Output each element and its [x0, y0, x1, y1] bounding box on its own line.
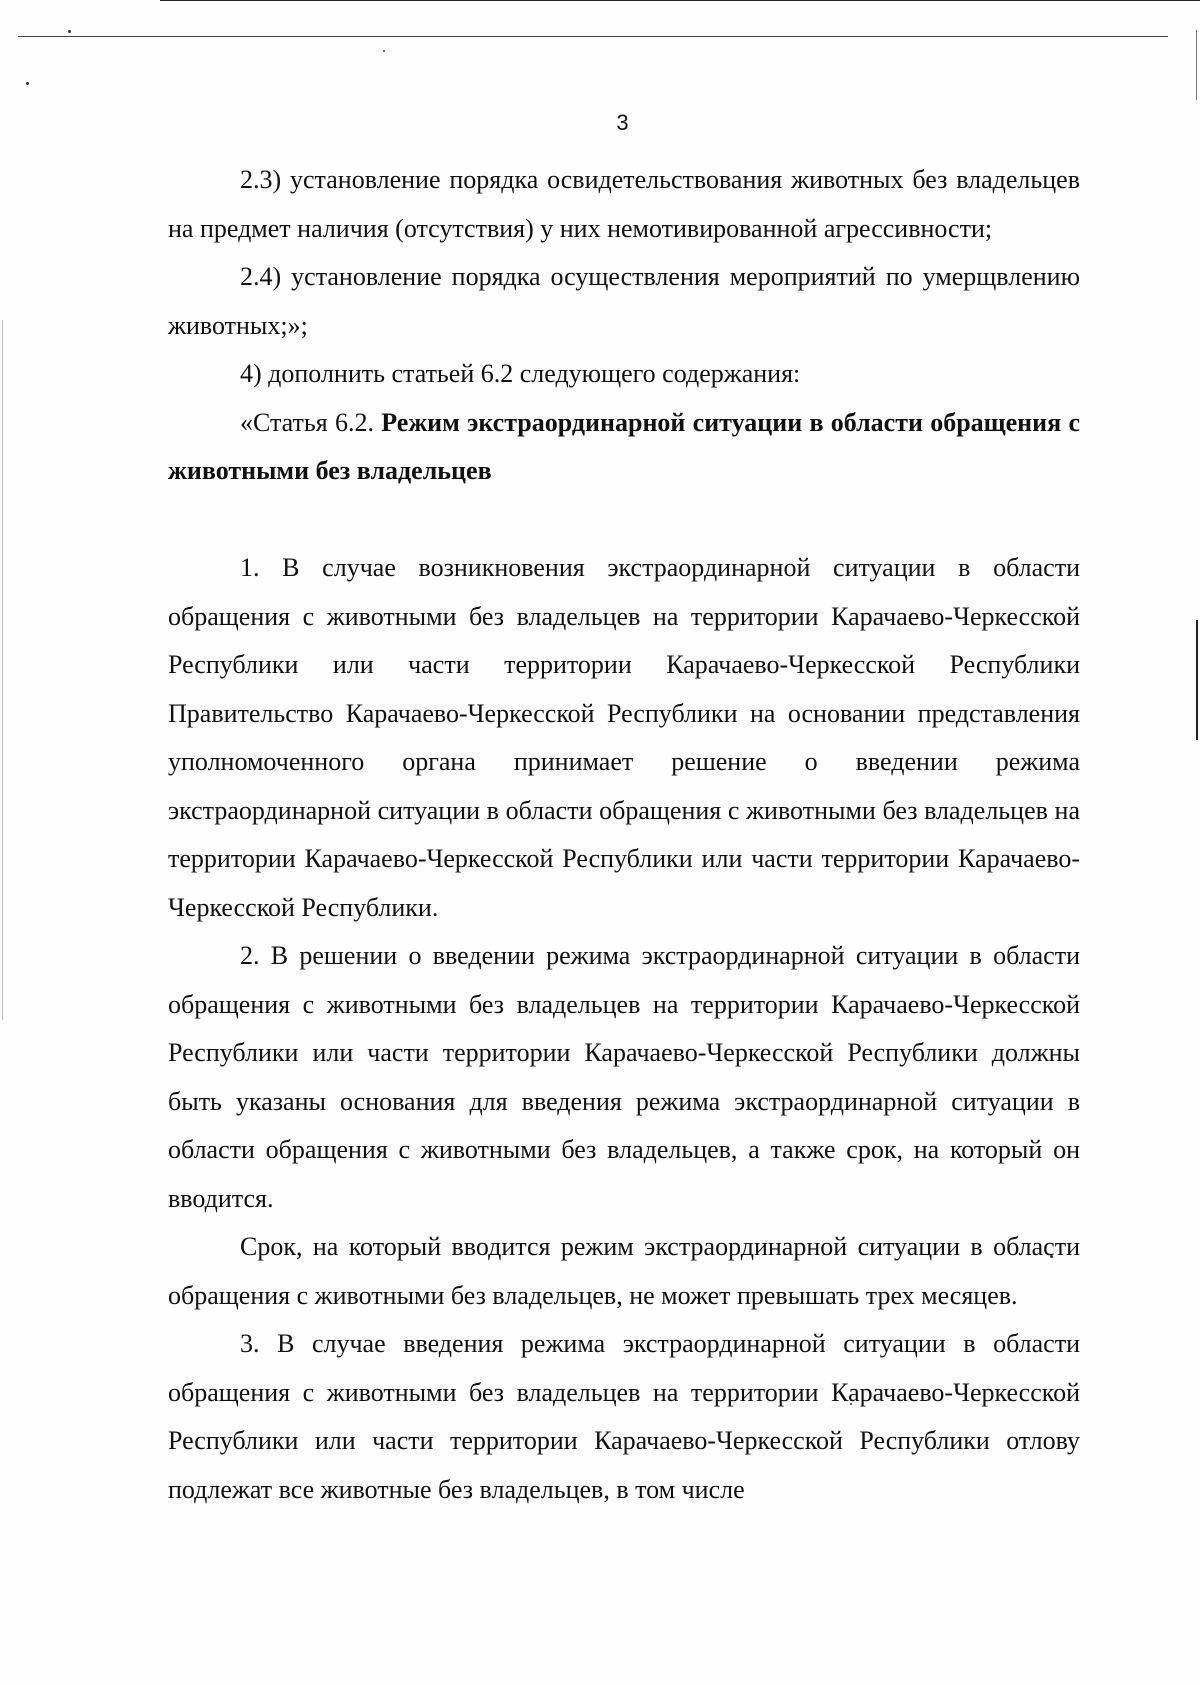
document-body — [168, 156, 1080, 1514]
paragraph: 2. В решении о введении режима экстраординарной ситуации в области обращения с животными без владельцев на территории Карачаево-Черкесской Республики или части территории Карачаево-Черкесской Республики должны быть указаны основания для введения режима экстраординарной ситуации в области обращения с животными без владельцев, а также срок, на который он вводится. — [168, 941, 1080, 1213]
spacer — [168, 496, 1080, 545]
paragraph: 2.3) установление порядка освидетельствования животных без владельцев на предмет наличия (отсутствия) у них немотивированной агрессивности; — [168, 165, 1080, 243]
article-title: Режим экстраординарной ситуации в области обращения с животными без владельцев — [168, 407, 1080, 485]
paragraph: Срок, на который вводится режим экстраординарной ситуации в области обращения с животными без владельцев, не может превышать трех месяцев. — [168, 1232, 1080, 1310]
scan-rule-top — [18, 36, 1168, 37]
article-heading — [168, 399, 1080, 496]
scan-border-right-top — [1196, 30, 1197, 100]
paragraph: 3. В случае введения режима экстраординарной ситуации в области обращения с животными без владельцев на территории Карачаево-Черкесской Республики или части территории Карачаево-Черкесской Республики отлову подлежат все животные без владельцев, в том числе — [168, 1329, 1080, 1504]
paragraph: 2.4) установление порядка осуществления мероприятий по умерщвлению животных;»; — [168, 262, 1080, 340]
scan-border-left — [2, 320, 3, 1020]
paragraph: 4) дополнить статьей 6.2 следующего содержания: — [240, 359, 801, 388]
scan-dot — [383, 50, 385, 52]
paragraph: 1. В случае возникновения экстраординарной ситуации в области обращения с животными без владельцев на территории Карачаево-Черкесской Республики или части территории Карачаево-Черкесской Республики Правительство Карачаево-Черкесской Республики на основании представления уполномоченного органа принимает решение о введении режима экстраординарной ситуации в области обращения с животными без владельцев на территории Карачаево-Черкесской Республики или части территории Карачаево-Черкесской Республики. — [168, 553, 1080, 922]
scan-border-right — [1196, 620, 1198, 740]
page-number: 3 — [616, 110, 629, 135]
scan-dot — [26, 82, 29, 85]
article-number: «Статья 6.2. — [240, 407, 374, 437]
scan-border-top — [160, 0, 1200, 1]
scan-dot — [68, 30, 71, 33]
